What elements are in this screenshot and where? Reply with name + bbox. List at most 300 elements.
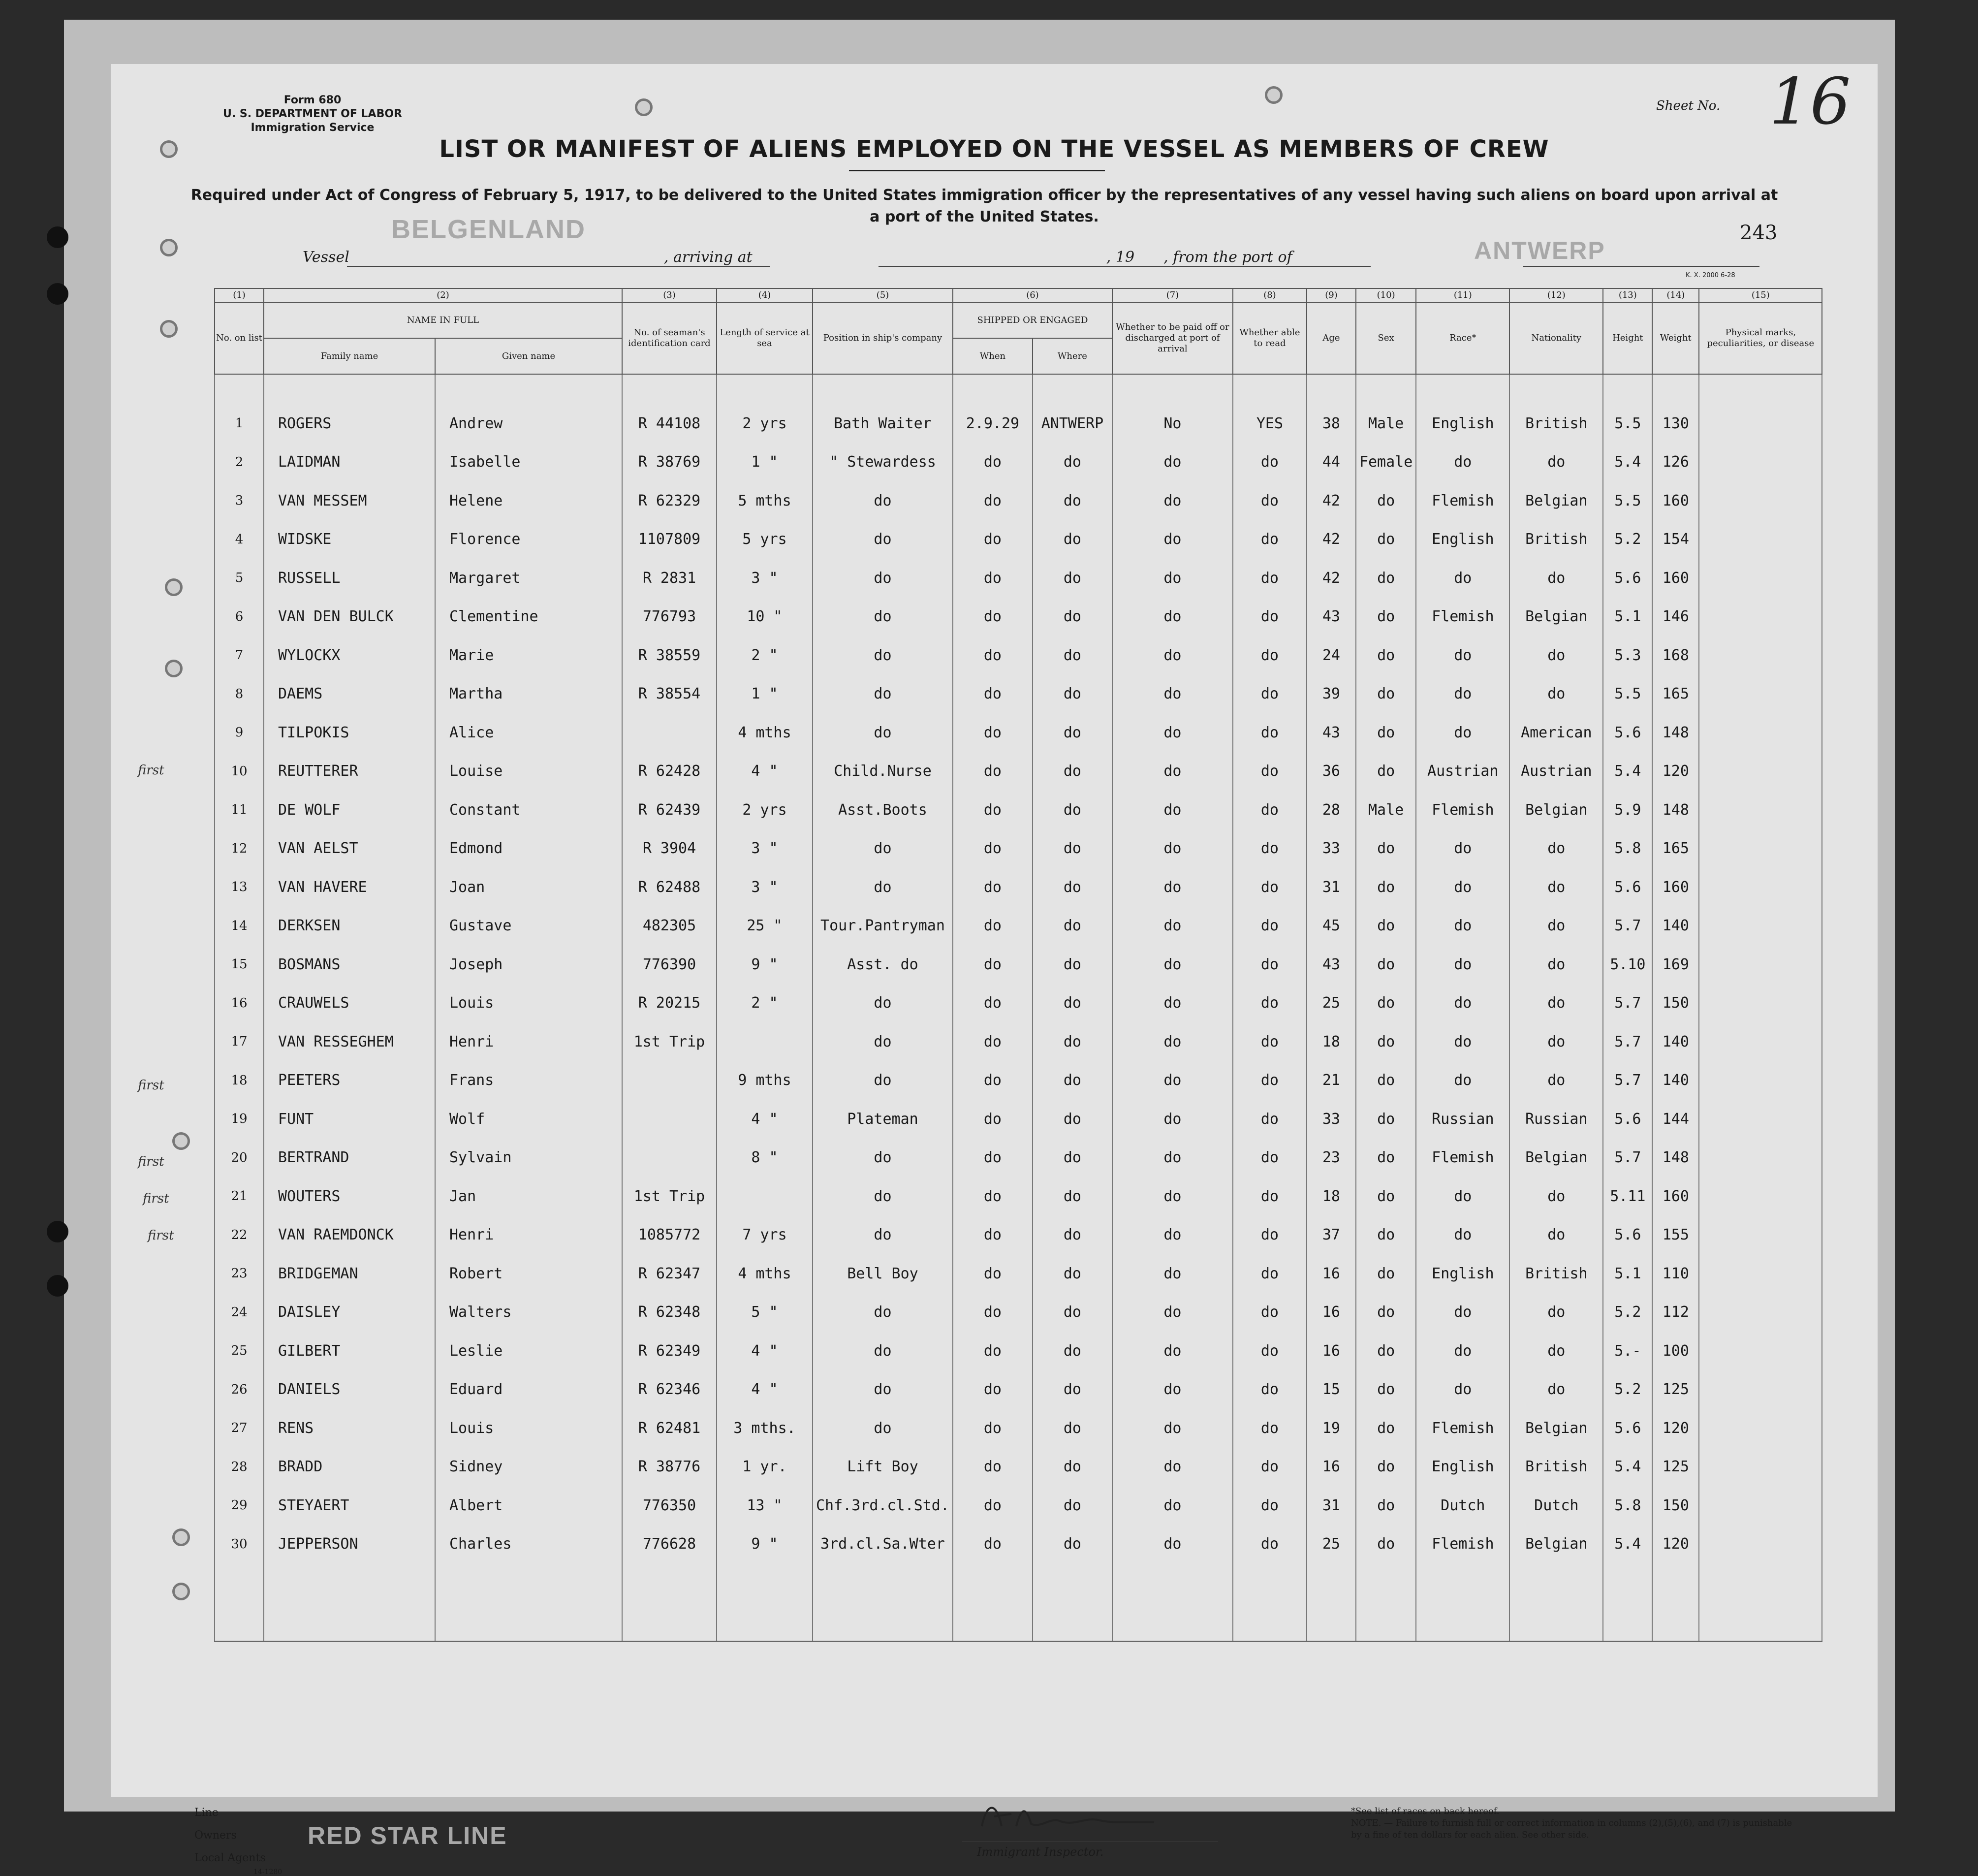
cell-no: 20 (215, 1139, 264, 1177)
cell-read: do (1233, 443, 1307, 482)
cell-paid: do (1112, 675, 1233, 714)
cell-read: do (1233, 559, 1307, 598)
blank-row (215, 1602, 1822, 1642)
margin-check-note: first (138, 1078, 164, 1093)
cell-where: do (1033, 1254, 1112, 1293)
cell-no: 24 (215, 1293, 264, 1332)
cell-where: do (1033, 1448, 1112, 1487)
cell-given: Florence (435, 520, 622, 559)
cell-height: 5.5 (1603, 404, 1652, 443)
cell-sex: do (1356, 481, 1416, 520)
cell-family: FUNT (264, 1100, 435, 1139)
cell-service: 2 yrs (717, 404, 813, 443)
cell-where: do (1033, 559, 1112, 598)
cell-age: 16 (1307, 1254, 1356, 1293)
cell-physical (1699, 1525, 1822, 1564)
cell-read: do (1233, 598, 1307, 636)
cell-weight: 112 (1652, 1293, 1699, 1332)
cell-race: do (1416, 907, 1509, 946)
cell-when: do (953, 1100, 1033, 1139)
cell-when: do (953, 1525, 1033, 1564)
cell-nationality: Dutch (1509, 1486, 1603, 1525)
cell-height: 5.4 (1603, 1525, 1652, 1564)
header-weight: Weight (1652, 302, 1699, 374)
note-races: *See list of races on back hereof. (1351, 1806, 1500, 1816)
cell-race: do (1416, 1177, 1509, 1216)
header-sex: Sex (1356, 302, 1416, 374)
cell-paid: do (1112, 520, 1233, 559)
arriving-label: , arriving at (663, 249, 753, 266)
cell-when: do (953, 1370, 1033, 1409)
cell-paid: do (1112, 945, 1233, 984)
cell-height: 5.9 (1603, 791, 1652, 829)
cell-service: 4 mths (717, 713, 813, 752)
cell-sex: do (1356, 1448, 1416, 1487)
cell-position: " Stewardess (813, 443, 953, 482)
header-when: When (953, 338, 1033, 374)
cell-age: 33 (1307, 1100, 1356, 1139)
cell-weight: 140 (1652, 1061, 1699, 1100)
cell-when: do (953, 1448, 1033, 1487)
cell-physical (1699, 945, 1822, 984)
cell-nationality: British (1509, 520, 1603, 559)
spacer-cell (813, 374, 953, 404)
crew-row (215, 1293, 1822, 1332)
cell-nationality: do (1509, 1216, 1603, 1255)
cell-no: 4 (215, 520, 264, 559)
cell-where: do (1033, 1022, 1112, 1061)
cell-card: 1st Trip (622, 1177, 717, 1216)
cell-weight: 160 (1652, 868, 1699, 907)
cell-race: Flemish (1416, 598, 1509, 636)
cell-physical (1699, 752, 1822, 791)
cell-service: 4 " (717, 1370, 813, 1409)
cell-when: do (953, 868, 1033, 907)
punch-ring (165, 578, 183, 596)
crew-row (215, 1061, 1822, 1100)
cell-family: WYLOCKX (264, 636, 435, 675)
cell-age: 25 (1307, 984, 1356, 1023)
cell-given: Frans (435, 1061, 622, 1100)
cell-age: 37 (1307, 1216, 1356, 1255)
cell-where: do (1033, 791, 1112, 829)
cell-height: 5.10 (1603, 945, 1652, 984)
cell-read: do (1233, 984, 1307, 1023)
crew-row (215, 1409, 1822, 1448)
cell-no: 3 (215, 481, 264, 520)
cell-no: 14 (215, 907, 264, 946)
cell-weight: 160 (1652, 1177, 1699, 1216)
cell-weight: 120 (1652, 1409, 1699, 1448)
cell-family: VAN DEN BULCK (264, 598, 435, 636)
cell-where: do (1033, 1293, 1112, 1332)
cell-height: 5.11 (1603, 1177, 1652, 1216)
cell-race: Flemish (1416, 481, 1509, 520)
cell-card: 776350 (622, 1486, 717, 1525)
cell-age: 42 (1307, 481, 1356, 520)
crew-row (215, 984, 1822, 1023)
page-title: LIST OR MANIFEST OF ALIENS EMPLOYED ON THE VESSEL AS MEMBERS OF CREW (439, 135, 1549, 163)
punch-ring (1265, 86, 1283, 104)
cell-given: Louis (435, 984, 622, 1023)
cell-age: 42 (1307, 559, 1356, 598)
cell-when: do (953, 520, 1033, 559)
cell-weight: 148 (1652, 713, 1699, 752)
cell-no: 28 (215, 1448, 264, 1487)
cell-family: VAN AELST (264, 829, 435, 868)
cell-family: ROGERS (264, 404, 435, 443)
cell-service: 13 " (717, 1486, 813, 1525)
cell-age: 43 (1307, 598, 1356, 636)
blank-cell (1603, 1602, 1652, 1642)
cell-paid: do (1112, 791, 1233, 829)
cell-no: 22 (215, 1216, 264, 1255)
header-paid-off: Whether to be paid off or discharged at port of arrival (1112, 302, 1233, 374)
margin-check-note: first (143, 1191, 169, 1206)
cell-physical (1699, 675, 1822, 714)
cell-given: Charles (435, 1525, 622, 1564)
blank-cell (622, 1563, 717, 1602)
inspector-label: Immigrant Inspector. (977, 1845, 1104, 1859)
blank-cell (622, 1602, 717, 1642)
cell-age: 33 (1307, 829, 1356, 868)
punch-ring (172, 1132, 190, 1150)
cell-given: Sidney (435, 1448, 622, 1487)
cell-service: 3 " (717, 559, 813, 598)
form-number: Form 680 (283, 94, 342, 106)
header-family-name: Family name (264, 338, 435, 374)
manifest-body (215, 374, 1822, 1641)
cell-family: VAN RAEMDONCK (264, 1216, 435, 1255)
cell-read: do (1233, 1061, 1307, 1100)
cell-given: Andrew (435, 404, 622, 443)
cell-nationality: British (1509, 1254, 1603, 1293)
cell-card: 482305 (622, 907, 717, 946)
cell-nationality: do (1509, 829, 1603, 868)
cell-service: 25 " (717, 907, 813, 946)
cell-age: 15 (1307, 1370, 1356, 1409)
blank-cell (1307, 1563, 1356, 1602)
spacer-cell (622, 374, 717, 404)
cell-weight: 168 (1652, 636, 1699, 675)
cell-sex: do (1356, 1177, 1416, 1216)
col-num: (8) (1233, 288, 1307, 302)
cell-read: do (1233, 1486, 1307, 1525)
crew-row (215, 1100, 1822, 1139)
crew-row (215, 752, 1822, 791)
cell-sex: do (1356, 1254, 1416, 1293)
header-position: Position in ship's company (813, 302, 953, 374)
cell-family: BRADD (264, 1448, 435, 1487)
cell-nationality: British (1509, 1448, 1603, 1487)
cell-read: do (1233, 1254, 1307, 1293)
binder-hole (47, 283, 68, 305)
col-num: (3) (622, 288, 717, 302)
cell-age: 45 (1307, 907, 1356, 946)
blank-row (215, 1563, 1822, 1602)
cell-family: DAEMS (264, 675, 435, 714)
cell-paid: do (1112, 598, 1233, 636)
cell-race: do (1416, 443, 1509, 482)
cell-service: 3 " (717, 868, 813, 907)
cell-where: do (1033, 636, 1112, 675)
crew-row (215, 598, 1822, 636)
cell-weight: 140 (1652, 1022, 1699, 1061)
cell-height: 5.8 (1603, 829, 1652, 868)
cell-paid: do (1112, 752, 1233, 791)
cell-sex: do (1356, 1293, 1416, 1332)
cell-when: do (953, 481, 1033, 520)
cell-physical (1699, 1100, 1822, 1139)
cell-weight: 169 (1652, 945, 1699, 984)
cell-no: 17 (215, 1022, 264, 1061)
cell-race: do (1416, 984, 1509, 1023)
cell-family: BOSMANS (264, 945, 435, 984)
col-num: (7) (1112, 288, 1233, 302)
department: U. S. DEPARTMENT OF LABOR (223, 108, 402, 120)
cell-race: English (1416, 1254, 1509, 1293)
cell-position: Bell Boy (813, 1254, 953, 1293)
cell-position: Tour.Pantryman (813, 907, 953, 946)
cell-when: do (953, 1061, 1033, 1100)
form-code: K. X. 2000 6-28 (1686, 272, 1735, 279)
cell-given: Albert (435, 1486, 622, 1525)
cell-family: WIDSKE (264, 520, 435, 559)
cell-position: Asst. do (813, 945, 953, 984)
cell-position: do (813, 1370, 953, 1409)
spacer-cell (1307, 374, 1356, 404)
cell-age: 39 (1307, 675, 1356, 714)
cell-family: DE WOLF (264, 791, 435, 829)
cell-position: do (813, 713, 953, 752)
cell-race: Austrian (1416, 752, 1509, 791)
cell-race: Dutch (1416, 1486, 1509, 1525)
cell-no: 9 (215, 713, 264, 752)
cell-paid: do (1112, 1216, 1233, 1255)
cell-height: 5.5 (1603, 675, 1652, 714)
cell-weight: 160 (1652, 481, 1699, 520)
cell-card: R 62349 (622, 1332, 717, 1370)
cell-nationality: Belgian (1509, 1409, 1603, 1448)
cell-card: R 38559 (622, 636, 717, 675)
cell-read: do (1233, 1525, 1307, 1564)
col-num: (2) (264, 288, 622, 302)
cell-race: do (1416, 1216, 1509, 1255)
cell-read: do (1233, 907, 1307, 946)
cell-where: do (1033, 675, 1112, 714)
cell-where: do (1033, 443, 1112, 482)
header-height: Height (1603, 302, 1652, 374)
cell-card: R 38776 (622, 1448, 717, 1487)
sheet-label: Sheet No. (1656, 98, 1721, 113)
cell-position: do (813, 675, 953, 714)
cell-height: 5.7 (1603, 1061, 1652, 1100)
cell-height: 5.6 (1603, 868, 1652, 907)
cell-given: Edmond (435, 829, 622, 868)
col-num: (1) (215, 288, 264, 302)
cell-weight: 148 (1652, 1139, 1699, 1177)
cell-height: 5.7 (1603, 907, 1652, 946)
cell-age: 25 (1307, 1525, 1356, 1564)
cell-given: Gustave (435, 907, 622, 946)
blank-cell (717, 1563, 813, 1602)
cell-weight: 165 (1652, 675, 1699, 714)
cell-height: 5.7 (1603, 1139, 1652, 1177)
cell-where: do (1033, 1139, 1112, 1177)
cell-nationality: Belgian (1509, 1525, 1603, 1564)
header-shipped: SHIPPED OR ENGAGED (953, 302, 1112, 338)
cell-no: 12 (215, 829, 264, 868)
cell-weight: 150 (1652, 1486, 1699, 1525)
cell-where: do (1033, 1525, 1112, 1564)
cell-age: 44 (1307, 443, 1356, 482)
blank-cell (1509, 1602, 1603, 1642)
cell-nationality: do (1509, 636, 1603, 675)
cell-position: do (813, 1216, 953, 1255)
cell-when: do (953, 1216, 1033, 1255)
cell-when: do (953, 1409, 1033, 1448)
cell-service: 1 " (717, 675, 813, 714)
cell-service: 9 " (717, 945, 813, 984)
cell-when: do (953, 945, 1033, 984)
cell-where: do (1033, 1177, 1112, 1216)
cell-when: do (953, 713, 1033, 752)
blank-cell (1112, 1563, 1233, 1602)
cell-nationality: Belgian (1509, 791, 1603, 829)
cell-position: Asst.Boots (813, 791, 953, 829)
cell-where: do (1033, 1061, 1112, 1100)
cell-height: 5.2 (1603, 520, 1652, 559)
cell-when: do (953, 984, 1033, 1023)
header-no-on-list: No. on list (215, 302, 264, 374)
cell-height: 5.6 (1603, 1216, 1652, 1255)
cell-service: 5 mths (717, 481, 813, 520)
cell-weight: 150 (1652, 984, 1699, 1023)
cell-age: 23 (1307, 1139, 1356, 1177)
cell-sex: do (1356, 752, 1416, 791)
cell-no: 30 (215, 1525, 264, 1564)
cell-weight: 120 (1652, 1525, 1699, 1564)
blank-cell (1033, 1563, 1112, 1602)
cell-race: do (1416, 829, 1509, 868)
crew-row (215, 1448, 1822, 1487)
cell-read: do (1233, 1177, 1307, 1216)
cell-where: do (1033, 868, 1112, 907)
cell-paid: do (1112, 1061, 1233, 1100)
punch-ring (160, 320, 178, 338)
header-physical: Physical marks, peculiarities, or disease (1699, 302, 1822, 374)
cell-height: 5.1 (1603, 1254, 1652, 1293)
crew-row (215, 636, 1822, 675)
port-field-rule (1523, 266, 1759, 267)
cell-physical (1699, 1061, 1822, 1100)
cell-where: do (1033, 1332, 1112, 1370)
form-header (194, 94, 431, 135)
cell-where: ANTWERP (1033, 404, 1112, 443)
cell-read: do (1233, 1332, 1307, 1370)
cell-service: 3 " (717, 829, 813, 868)
cell-card (622, 1061, 717, 1100)
cell-sex: Female (1356, 443, 1416, 482)
blank-cell (1603, 1563, 1652, 1602)
cell-physical (1699, 791, 1822, 829)
cell-age: 16 (1307, 1448, 1356, 1487)
cell-position: Child.Nurse (813, 752, 953, 791)
spacer-cell (1356, 374, 1416, 404)
cell-weight: 120 (1652, 752, 1699, 791)
cell-when: do (953, 1293, 1033, 1332)
cell-when: 2.9.29 (953, 404, 1033, 443)
cell-card (622, 1100, 717, 1139)
cell-position: do (813, 1139, 953, 1177)
cell-given: Margaret (435, 559, 622, 598)
cell-race: do (1416, 675, 1509, 714)
note-fine: NOTE. — Failure to furnish full or correct information in columns (2),(5),(6), and (7) is punishable by a fine of ten dollars for each alien. See other side. (1351, 1818, 1792, 1840)
cell-given: Marie (435, 636, 622, 675)
crew-row (215, 868, 1822, 907)
cell-family: LAIDMAN (264, 443, 435, 482)
cell-where: do (1033, 1370, 1112, 1409)
cell-when: do (953, 829, 1033, 868)
cell-nationality: do (1509, 443, 1603, 482)
blank-cell (813, 1563, 953, 1602)
cell-paid: do (1112, 559, 1233, 598)
vessel-field-rule (347, 266, 770, 267)
cell-when: do (953, 1177, 1033, 1216)
cell-no: 16 (215, 984, 264, 1023)
cell-paid: No (1112, 404, 1233, 443)
cell-position: do (813, 1332, 953, 1370)
cell-read: do (1233, 1100, 1307, 1139)
cell-paid: do (1112, 829, 1233, 868)
cell-no: 18 (215, 1061, 264, 1100)
cell-paid: do (1112, 1409, 1233, 1448)
cell-age: 18 (1307, 1177, 1356, 1216)
cell-physical (1699, 443, 1822, 482)
cell-race: do (1416, 1332, 1509, 1370)
spacer-cell (1416, 374, 1509, 404)
cell-paid: do (1112, 1177, 1233, 1216)
spacer-cell (953, 374, 1033, 404)
cell-sex: do (1356, 1216, 1416, 1255)
cell-read: do (1233, 1022, 1307, 1061)
cell-paid: do (1112, 1293, 1233, 1332)
blank-cell (1356, 1602, 1416, 1642)
cell-family: WOUTERS (264, 1177, 435, 1216)
cell-sex: do (1356, 1409, 1416, 1448)
cell-when: do (953, 443, 1033, 482)
cell-sex: do (1356, 1022, 1416, 1061)
cell-no: 7 (215, 636, 264, 675)
cell-weight: 148 (1652, 791, 1699, 829)
cell-card: R 62348 (622, 1293, 717, 1332)
cell-when: do (953, 1254, 1033, 1293)
column-number-row (215, 288, 1822, 302)
cell-family: VAN MESSEM (264, 481, 435, 520)
cell-age: 24 (1307, 636, 1356, 675)
agents-label: Local Agents (194, 1852, 266, 1864)
cell-no: 10 (215, 752, 264, 791)
cell-physical (1699, 984, 1822, 1023)
cell-where: do (1033, 481, 1112, 520)
cell-race: Flemish (1416, 1139, 1509, 1177)
cell-when: do (953, 1022, 1033, 1061)
crew-row (215, 675, 1822, 714)
cell-card: 1st Trip (622, 1022, 717, 1061)
cell-paid: do (1112, 636, 1233, 675)
cell-family: RENS (264, 1409, 435, 1448)
spacer-cell (215, 374, 264, 404)
